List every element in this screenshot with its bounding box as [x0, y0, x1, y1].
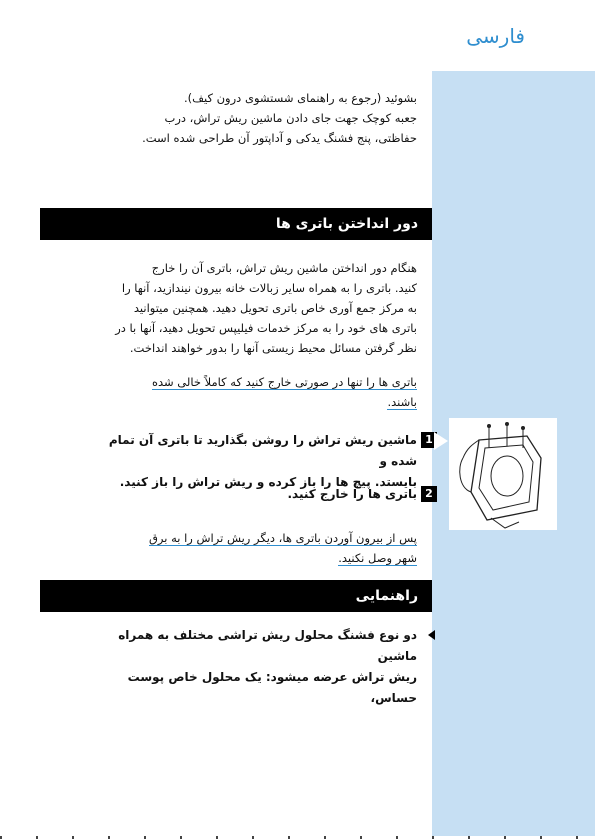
- shaver-illustration: [449, 418, 557, 530]
- step-number: 2: [421, 486, 437, 502]
- step-line: باتری ها را خارج کنید.: [287, 487, 417, 501]
- intro-paragraph: [77, 88, 417, 148]
- body-line: کنید. باتری را به همراه سایر زبالات خانه بیرون نیندازید، آنها را: [121, 281, 417, 295]
- bullet-line: ریش تراش عرضه میشود: یک محلول خاص پوست حساس،: [127, 670, 417, 705]
- note-line: شهر وصل نکنید.: [338, 551, 417, 565]
- bullet-icon: [428, 630, 435, 640]
- body-line: نظر گرفتن مسائل محیط زیستی آنها را بدور خواهند انداخت.: [129, 341, 417, 355]
- battery-note: [77, 372, 417, 412]
- intro-line: حفاظتی، پنج فشنگ یدکی و آداپتور آن طراحی شده است.: [142, 131, 417, 145]
- section-heading-tips: راهنمایی: [40, 580, 432, 612]
- step-number: 1: [421, 432, 437, 448]
- intro-line: جعبه کوچک جهت جای دادن ماشین ریش تراش، درب: [164, 111, 417, 125]
- body-line: به مرکز جمع آوری خاص باتری تحویل دهید. همچنین میتوانید: [133, 301, 417, 315]
- note-line: باشند.: [387, 395, 417, 409]
- warning-note: [77, 528, 417, 568]
- shaver-open-icon: [449, 418, 557, 530]
- body-line: هنگام دور انداختن ماشین ریش تراش، باتری آن را خارج: [151, 261, 417, 275]
- note-line: باتری ها را تنها در صورتی خارج کنید که کاملاً خالی شده: [151, 375, 417, 389]
- intro-line: بشوئید (رجوع به راهنمای شستشوی درون کیف).: [183, 91, 417, 105]
- tips-bullet: [87, 625, 417, 709]
- pointer-arrow-icon: [434, 432, 448, 450]
- step-line: بایستد. پیچ ها را باز کرده و ریش تراش را باز کنید.: [119, 475, 417, 489]
- step-2: [87, 484, 433, 505]
- note-line: پس از بیرون آوردن باتری ها، دیگر ریش تراش را به برق: [148, 531, 417, 545]
- section-heading-battery-disposal: دور انداختن باتری ها: [40, 208, 432, 240]
- bullet-line: دو نوع فشنگ محلول ریش تراشی مختلف به همراه ماشین: [118, 628, 417, 663]
- step-line: ماشین ریش تراش را روشن بگذارید تا باتری آن تمام شده و: [108, 433, 417, 468]
- language-heading: فارسی: [466, 24, 525, 48]
- disposal-paragraph: [77, 258, 417, 358]
- body-line: باتری های خود را به مرکز خدمات فیلیپس تحویل دهید، آنها با در: [115, 321, 417, 335]
